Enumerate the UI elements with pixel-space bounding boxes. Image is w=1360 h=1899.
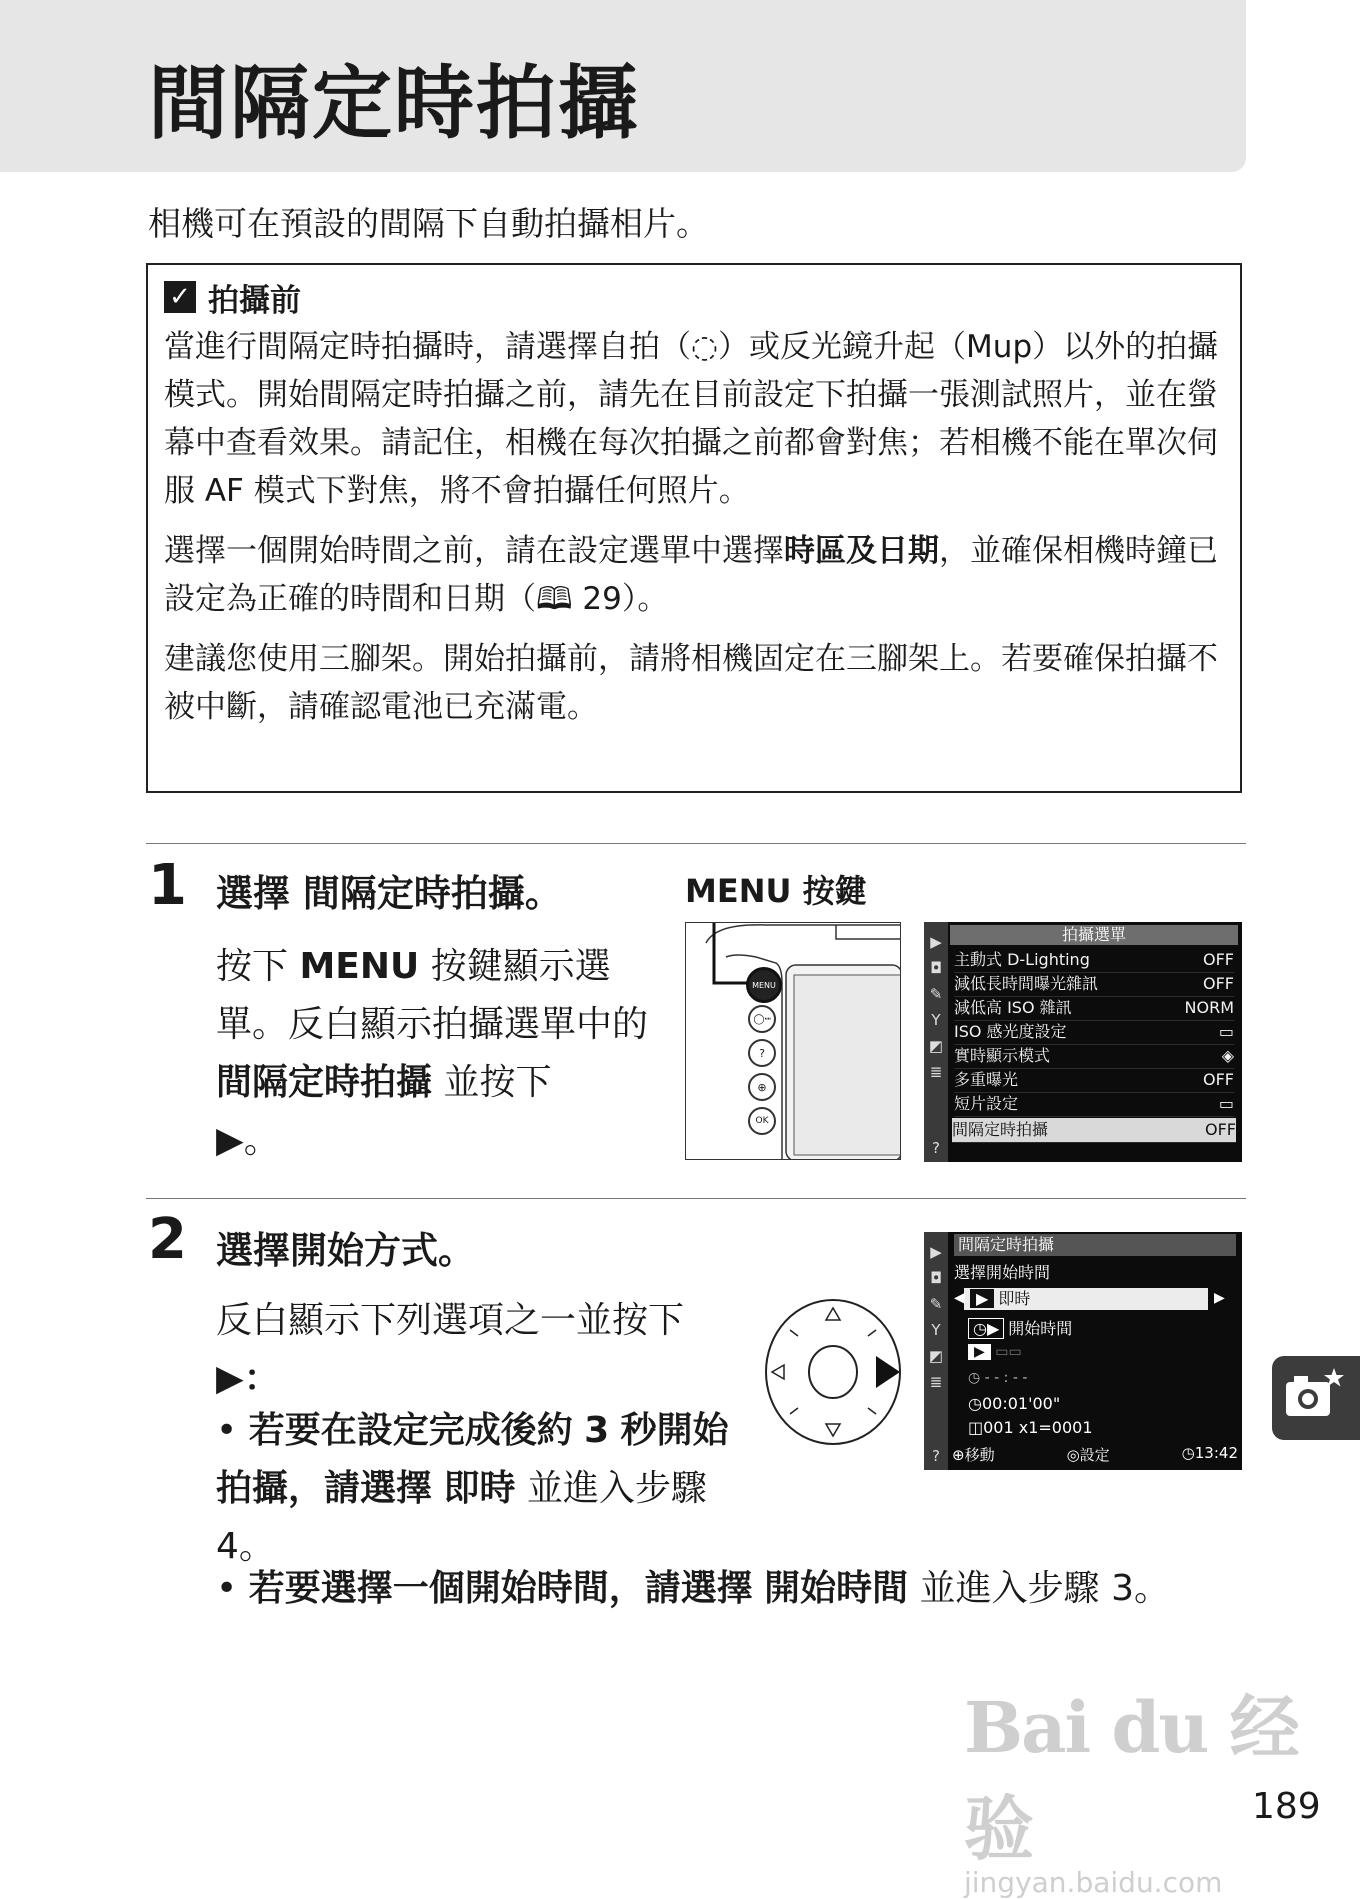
intro-text: 相機可在預設的間隔下自動拍攝相片。 [148, 204, 709, 243]
step1-body-text-3: 並按下 [443, 1062, 552, 1103]
list-item: • 若要在設定完成後約 3 秒開始拍攝，請選擇 即時 並進入步驟 4。 [216, 1410, 729, 1567]
note-p2-bold: 時區及日期 [784, 533, 939, 569]
menu-title: 拍攝選單 [950, 925, 1238, 945]
bullet2-text: 並進入步驟 3。 [919, 1568, 1170, 1609]
menu-key-label: MENU [299, 946, 420, 987]
start-time-placeholder: ◷ - - : - - [968, 1370, 1028, 1386]
option-immediate[interactable] [964, 1288, 1208, 1310]
step2-body [216, 1292, 746, 1408]
right-arrow-icon: ▶ [1214, 1290, 1225, 1306]
menu-row-value: OFF [1205, 1120, 1236, 1139]
wrench-icon: Y [931, 1321, 941, 1339]
bullet1-bold: 若要在設定完成後約 [248, 1410, 573, 1451]
step1-body-text-2: 按鍵顯示選單。反白顯示拍攝選單中的 [216, 946, 649, 1045]
right-arrow-icon: ▶ [216, 1120, 244, 1161]
step-title-text: 選擇 [216, 872, 290, 915]
page-number: 189 [1252, 1786, 1321, 1827]
note-p2-text: 選擇一個開始時間之前，請在設定選單中選擇 [164, 533, 784, 569]
timer-icon: ◷▶ [968, 1318, 1004, 1339]
page-reference: 29 [582, 581, 622, 617]
play-icon: ▶ [970, 1289, 994, 1308]
interval-time-value: 00:01'00" [981, 1394, 1061, 1413]
zoom-button[interactable]: ⊕ [748, 1073, 776, 1101]
note-p2-end: ）。 [621, 581, 669, 617]
right-arrow-icon: ▶ [216, 1358, 244, 1399]
bullet1-seconds: 3 [584, 1410, 610, 1451]
menu-row-value: OFF [1203, 950, 1234, 969]
footer-clock-value: 13:42 [1194, 1444, 1238, 1462]
note-heading [164, 277, 1226, 317]
note-paragraph-1: 當進行間隔定時拍攝時，請選擇自拍（◌）或反光鏡升起（Mup）以外的拍攝模式。開始間隔定時拍攝之前，請先在目前設定下拍攝一張測試照片，並在螢幕中查看效果。請記住，相機在每次拍攝之前都會對焦；若相機不能在單次伺服 AF 模式下對焦，將不會拍攝任何照片。 [164, 329, 1219, 509]
left-arrow-icon: ◀ [954, 1290, 965, 1306]
step-number: 1 [148, 853, 187, 918]
bullet2-option: 開始時間 [764, 1568, 909, 1609]
ok-icon: ◎ [1066, 1446, 1080, 1464]
screen-footer [952, 1444, 1238, 1465]
step-number: 2 [148, 1207, 187, 1272]
screen-subtitle: 選擇開始時間 [954, 1263, 1051, 1282]
footer-clock [1182, 1444, 1238, 1465]
step-title-end: 。 [524, 872, 562, 915]
interval-display [968, 1344, 1022, 1360]
book-icon: 🕮 [536, 581, 583, 617]
menu-row[interactable] [954, 1044, 1234, 1069]
check-icon: ✓ [164, 281, 196, 313]
camera-star-icon [1272, 1356, 1360, 1440]
menu-row-value: ▭ [1218, 1022, 1234, 1041]
menu-row-label: ISO 感光度設定 [954, 1022, 1067, 1041]
interval-timer-screen [924, 1232, 1242, 1470]
camera-illustration-svg [686, 923, 901, 1160]
menu-row-selected[interactable] [952, 1118, 1236, 1143]
menu-row-value: ▭ [1218, 1094, 1234, 1113]
help-button[interactable]: ? [748, 1039, 776, 1067]
note-heading-label: 拍攝前 [208, 282, 301, 319]
menu-row-label: 減低長時間曝光雜訊 [954, 974, 1099, 993]
protect-button[interactable]: ◯┉ [748, 1005, 776, 1033]
note-box [146, 263, 1242, 793]
retouch-icon: ◩ [928, 1037, 944, 1055]
pencil-icon: ✎ [929, 1295, 943, 1313]
multi-selector-svg [762, 1296, 904, 1448]
menu-row-label: 短片設定 [954, 1094, 1019, 1113]
selector-icon: ⊕ [952, 1446, 965, 1464]
shots-icon: ◫ [968, 1418, 984, 1437]
dim-box-icon: ▭▭ [995, 1344, 1022, 1360]
clock-icon: ◷ [1181, 1444, 1195, 1462]
list-item: • 若要選擇一個開始時間，請選擇 開始時間 並進入步驟 3。 [216, 1568, 1170, 1609]
divider [146, 1198, 1246, 1199]
bullet1-option: 即時 [443, 1468, 516, 1509]
step-title: 選擇開始方式。 [216, 1229, 475, 1272]
step1-body [216, 938, 656, 1170]
step2-body-colon: ： [243, 1358, 280, 1399]
shooting-menu-screen [924, 922, 1242, 1162]
shot-count-value: 001 x1=0001 [983, 1418, 1093, 1437]
note-paragraph-3: 建議您使用三腳架。開始拍攝前，請將相機固定在三腳架上。若要確保拍攝不被中斷，請確認電池已充滿電。 [164, 641, 1218, 725]
menu-row-label: 多重曝光 [954, 1070, 1019, 1089]
step1-body-end: 。 [243, 1120, 280, 1161]
my-menu-icon: ≣ [929, 1063, 943, 1081]
interval-time [968, 1394, 1060, 1413]
menu-row[interactable] [954, 1020, 1234, 1045]
camera-icon: ◘ [930, 1269, 942, 1287]
menu-row-value: OFF [1203, 974, 1234, 993]
step-title-bold: 間隔定時拍攝 [302, 872, 525, 915]
page-title: 間隔定時拍攝 [148, 57, 640, 150]
play-icon: ▶ [968, 1344, 991, 1360]
option-label: 開始時間 [1008, 1319, 1073, 1338]
footer-move-label: 移動 [964, 1446, 995, 1464]
bullet1-bold-2: 秒開始拍攝，請選擇 [216, 1410, 729, 1509]
menu-button[interactable]: MENU [746, 967, 782, 1003]
step2-body-text: 反白顯示下列選項之一並按下 [216, 1300, 685, 1341]
option-start-time[interactable] [968, 1316, 1072, 1339]
divider [146, 843, 1246, 844]
menu-row[interactable] [954, 1068, 1234, 1093]
step1-body-bold: 間隔定時拍攝 [216, 1062, 433, 1103]
menu-row[interactable] [954, 948, 1234, 973]
menu-row-value: NORM [1184, 998, 1234, 1017]
watermark-brand: Bai du 经验 [964, 1686, 1298, 1870]
bullet2-bold: 若要選擇一個開始時間，請選擇 [248, 1568, 753, 1609]
watermark-url: jingyan.baidu.com [964, 1866, 1223, 1899]
help-icon: ? [932, 1447, 940, 1465]
menu-row-label: 主動式 D-Lighting [954, 950, 1090, 969]
step-title [216, 863, 562, 917]
clock-icon: ◷ [968, 1394, 982, 1413]
menu-row-value: OFF [1203, 1070, 1234, 1089]
shot-count [968, 1418, 1093, 1437]
my-menu-icon: ≣ [929, 1373, 943, 1391]
screen-title: 間隔定時拍攝 [954, 1234, 1236, 1256]
pencil-icon: ✎ [929, 985, 943, 1003]
playback-icon: ▶ [930, 933, 942, 951]
camera-back-illustration [685, 922, 901, 1160]
playback-icon: ▶ [930, 1243, 942, 1261]
menu-row[interactable] [954, 996, 1234, 1021]
bullet1-text: 並進入步驟 4。 [216, 1468, 707, 1567]
wrench-icon: Y [931, 1011, 941, 1029]
step1-body-text: 按下 [216, 946, 289, 987]
multi-selector-icon [762, 1296, 904, 1448]
note-p2-text-2: ，並確保相機時鐘已設定為正確的時間和日期（ [164, 533, 1218, 617]
footer-move [952, 1444, 995, 1465]
retouch-icon: ◩ [928, 1347, 944, 1365]
menu-row-label: 間隔定時拍攝 [952, 1120, 1049, 1139]
ok-button[interactable]: OK [748, 1107, 776, 1135]
section-tab [1272, 1356, 1360, 1440]
camera-icon: ◘ [930, 959, 942, 977]
footer-set-label: 設定 [1079, 1446, 1110, 1464]
menu-row[interactable] [954, 972, 1234, 997]
option-label: 即時 [998, 1289, 1031, 1308]
help-icon: ? [932, 1139, 940, 1157]
footer-set [1067, 1444, 1110, 1465]
menu-row-label: 實時顯示模式 [954, 1046, 1051, 1065]
note-paragraph-2 [164, 527, 1226, 623]
menu-row-label: 減低高 ISO 雜訊 [954, 998, 1072, 1017]
menu-button-label: MENU 按鍵 [685, 872, 867, 910]
menu-row[interactable] [954, 1092, 1234, 1117]
menu-row-value: ◈ [1221, 1046, 1234, 1065]
